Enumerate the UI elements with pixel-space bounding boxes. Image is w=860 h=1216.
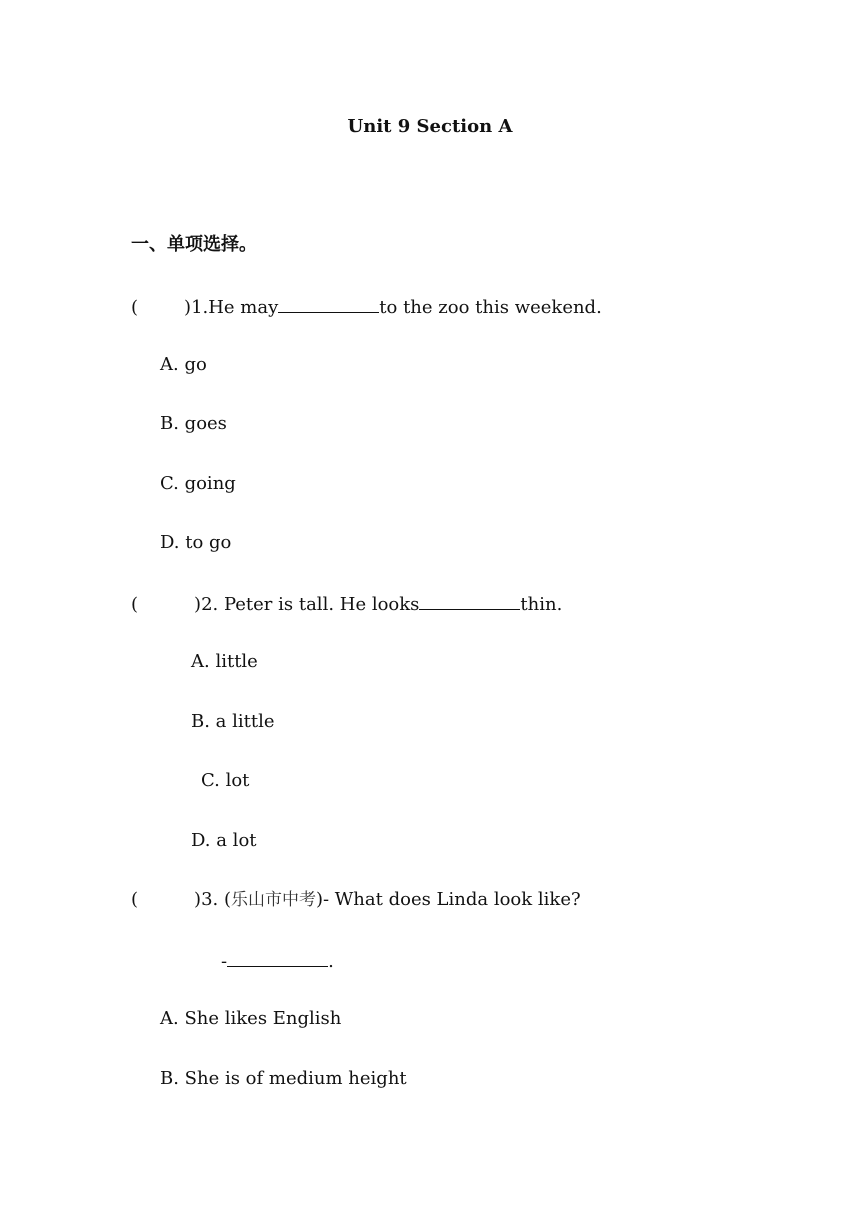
answer-paren-open: (: [131, 594, 139, 615]
option-1b: B. goes: [160, 413, 227, 434]
answer-line: [221, 948, 334, 974]
question-text-suffix: thin.: [520, 594, 563, 615]
question-text-prefix: 2. Peter is tall. He looks: [201, 594, 420, 615]
page-title: Unit 9 Section A: [347, 116, 513, 137]
option-2d: D. a lot: [191, 830, 257, 851]
option-3b: B. She is of medium height: [160, 1068, 407, 1089]
option-2b: B. a little: [191, 711, 275, 732]
question-text-middle: )- What does Linda look like?: [315, 889, 581, 910]
question-text-prefix: 3. (: [201, 889, 231, 910]
question-1: [131, 294, 602, 320]
answer-dash: -: [221, 951, 228, 972]
question-text-suffix: to the zoo this weekend.: [379, 297, 602, 318]
option-1c: C. going: [160, 473, 236, 494]
question-source: 乐山市中考: [230, 890, 316, 910]
option-2a: A. little: [191, 651, 258, 672]
answer-paren-open: (: [131, 889, 139, 910]
option-3a: A. She likes English: [160, 1008, 342, 1029]
option-2c: C. lot: [201, 770, 250, 791]
option-1d: D. to go: [160, 532, 232, 553]
fill-in-blank[interactable]: [278, 294, 379, 313]
question-3: [131, 888, 581, 912]
fill-in-blank[interactable]: [227, 948, 328, 967]
section-heading: 一、单项选择。: [131, 234, 257, 255]
question-text-prefix: 1.He may: [191, 297, 279, 318]
answer-end: .: [328, 951, 334, 972]
answer-paren-close: ): [184, 297, 192, 318]
question-2: [131, 591, 562, 617]
answer-paren-close: ): [194, 594, 202, 615]
answer-paren-open: (: [131, 297, 139, 318]
answer-paren-close: ): [194, 889, 202, 910]
fill-in-blank[interactable]: [419, 591, 520, 610]
option-1a: A. go: [160, 354, 207, 375]
